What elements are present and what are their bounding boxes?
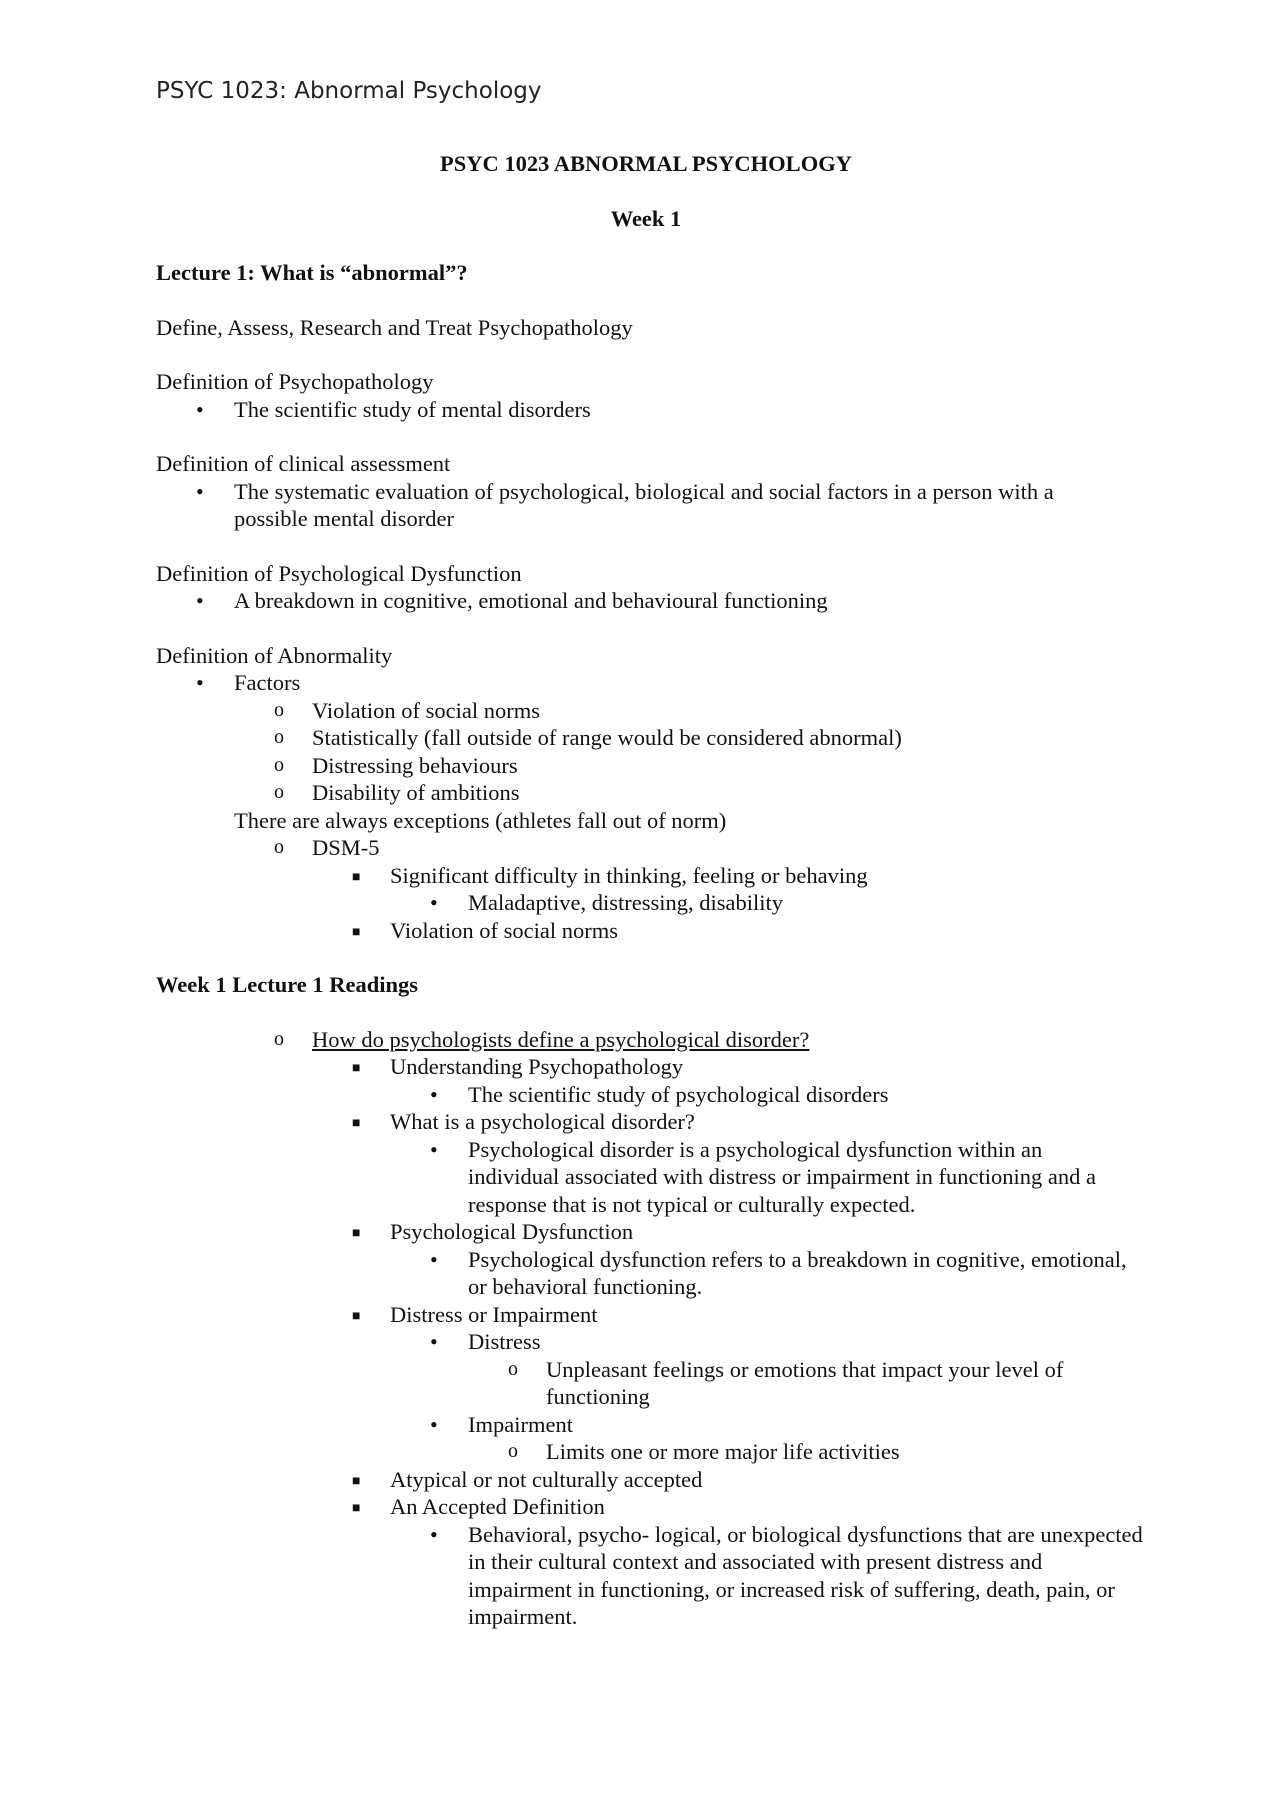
circle-bullet-icon: o (274, 781, 284, 803)
list-item: • A breakdown in cognitive, emotional and behavioural functioning (196, 588, 828, 613)
list-item: • Psychological disorder is a psychological dysfunction within an individual associated with distress or impairment in functioning and a response that is not typical or culturally expected. (430, 1136, 1097, 1217)
bullet-icon: • (196, 478, 204, 504)
circle-bullet-icon: o (274, 836, 284, 858)
circle-bullet-icon: o (508, 1440, 518, 1462)
bullet-icon: • (430, 1081, 438, 1107)
circle-bullet-icon: o (274, 753, 284, 776)
def-psychopathology-heading: Definition of Psychopathology (156, 369, 434, 394)
circle-bullet-icon: o (274, 1027, 284, 1050)
bullet-icon: • (430, 1521, 438, 1547)
square-bullet-icon: ■ (352, 1308, 361, 1324)
list-item: ■ Significant difficulty in thinking, feeling or behaving (156, 862, 1136, 890)
list-item: • Psychological dysfunction refers to a breakdown in cognitive, emotional, or behavioral functioning. (430, 1246, 1127, 1299)
bullet-icon: • (430, 1136, 438, 1162)
list-item: o Violation of social norms (274, 697, 540, 723)
circle-bullet-icon: o (508, 1357, 518, 1380)
bullet-icon: • (196, 670, 204, 695)
square-bullet-icon: ■ (352, 1061, 361, 1076)
list-item: o Unpleasant feelings or emotions that impact your level of functioning (508, 1356, 1064, 1409)
bullet-icon: • (196, 396, 204, 422)
list-item: ■ Understanding Psychopathology (156, 1053, 1136, 1081)
list-item: ■ Atypical or not culturally accepted (156, 1466, 1136, 1494)
list-item: ■ Psychological Dysfunction (156, 1218, 1136, 1246)
def-dysfunction-heading: Definition of Psychological Dysfunction (156, 560, 522, 586)
bullet-icon: • (430, 1246, 438, 1272)
list-item: o Distressing behaviours (274, 752, 518, 778)
readings-heading: Week 1 Lecture 1 Readings (156, 972, 419, 997)
page-header: PSYC 1023: Abnormal Psychology (156, 78, 542, 104)
square-bullet-icon: ■ (352, 924, 361, 940)
list-item: • Distress (430, 1329, 541, 1354)
list-item: • Maladaptive, distressing, disability (430, 890, 783, 915)
list-item: • The systematic evaluation of psychological, biological and social factors in a person with a possible mental disorder (196, 478, 1054, 531)
list-item: o Disability of ambitions (274, 780, 520, 805)
def-assessment-heading: Definition of clinical assessment (156, 451, 451, 476)
list-item: o DSM-5 (274, 835, 380, 860)
def-abnormality-heading: Definition of Abnormality (156, 642, 393, 668)
list-item: • The scientific study of mental disorders (196, 396, 591, 422)
list-item: • Factors (196, 670, 301, 695)
square-bullet-icon: ■ (352, 1226, 361, 1241)
document-body (156, 150, 1143, 1631)
list-item: ■ Distress or Impairment (156, 1301, 1136, 1329)
list-item: ■ Violation of social norms (156, 917, 1136, 945)
list-item: • Behavioral, psycho- logical, or biological dysfunctions that are unexpected in their cultural context and associated with present distress and impairment in functioning, or increased risk of suffering, death, pain, or impairment. (430, 1521, 1143, 1629)
document-title: PSYC 1023 ABNORMAL PSYCHOLOGY (440, 151, 852, 176)
list-item: o Limits one or more major life activities (508, 1439, 900, 1464)
square-bullet-icon: ■ (352, 1116, 361, 1131)
list-item: • The scientific study of psychological disorders (430, 1081, 889, 1107)
lecture-heading: Lecture 1: What is “abnormal”? (156, 260, 468, 285)
circle-bullet-icon: o (274, 726, 284, 748)
bullet-icon: • (430, 1329, 438, 1354)
week-heading: Week 1 (610, 205, 682, 231)
bullet-icon: • (430, 1411, 438, 1437)
bullet-icon: • (430, 890, 438, 915)
square-bullet-icon: ■ (352, 1501, 361, 1516)
square-bullet-icon: ■ (352, 1473, 361, 1489)
list-item: o Statistically (fall outside of range would be considered abnormal) (274, 725, 902, 750)
circle-bullet-icon: o (274, 698, 284, 721)
list-item: o How do psychologists define a psychological disorder? (274, 1026, 810, 1052)
list-item: • Impairment (430, 1411, 573, 1437)
list-item: ■ An Accepted Definition (156, 1493, 1136, 1521)
square-bullet-icon: ■ (352, 869, 361, 885)
list-item: ■ What is a psychological disorder? (156, 1108, 1136, 1136)
intro-line: Define, Assess, Research and Treat Psychopathology (156, 314, 633, 340)
bullet-icon: • (196, 588, 204, 613)
exceptions-line: There are always exceptions (athletes fall out of norm) (234, 807, 727, 833)
